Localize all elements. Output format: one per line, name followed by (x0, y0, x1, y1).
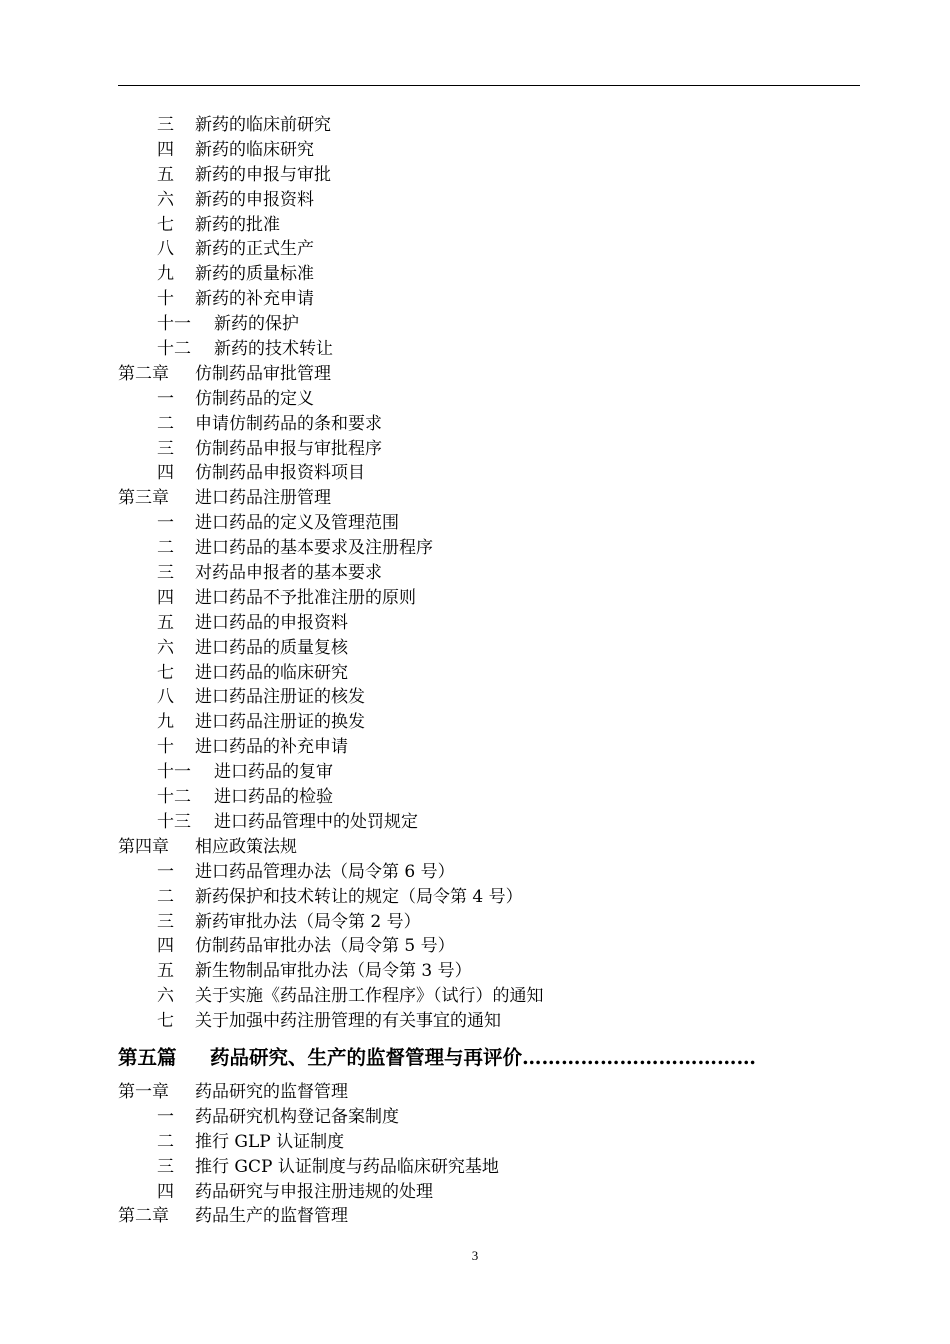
toc-entry-number: 二 (157, 886, 174, 907)
toc-item-entry (0, 237, 950, 262)
toc-item-entry (0, 561, 950, 586)
toc-entry-number: 七 (157, 1011, 174, 1032)
toc-entry-number: 四 (157, 1181, 174, 1202)
toc-entry-number: 一 (157, 861, 174, 882)
toc-entry-number: 二 (157, 1131, 174, 1152)
toc-entry-title: 新药的正式生产 (195, 239, 314, 260)
toc-entry-number: 六 (157, 637, 174, 658)
toc-entry-title: 进口药品的质量复核 (195, 637, 348, 658)
toc-item-entry (0, 213, 950, 238)
toc-chapter-entry (0, 835, 950, 860)
toc-entry-title: 进口药品的基本要求及注册程序 (195, 538, 433, 559)
toc-entry-title: 新生物制品审批办法（局令第 3 号） (195, 961, 472, 982)
toc-entry-title: 新药的质量标准 (195, 264, 314, 285)
toc-item-entry (0, 437, 950, 462)
table-of-contents (0, 113, 950, 1229)
toc-entry-title: 新药审批办法（局令第 2 号） (195, 911, 421, 932)
toc-entry-number: 七 (157, 214, 174, 235)
toc-entry-title: 申请仿制药品的条和要求 (195, 413, 382, 434)
toc-entry-number: 第四章 (118, 836, 169, 857)
toc-entry-title: 新药的补充申请 (195, 289, 314, 310)
toc-item-entry (0, 1180, 950, 1205)
toc-entry-title: 对药品申报者的基本要求 (195, 563, 382, 584)
toc-entry-title: 关于实施《药品注册工作程序》（试行）的通知 (195, 986, 544, 1007)
toc-entry-number: 一 (157, 1106, 174, 1127)
toc-entry-title: 仿制药品审批办法（局令第 5 号） (195, 936, 455, 957)
toc-entry-number: 七 (157, 662, 174, 683)
toc-entry-title: 进口药品的补充申请 (195, 737, 348, 758)
toc-entry-title: 新药的批准 (195, 214, 280, 235)
toc-entry-number: 十 (157, 289, 174, 310)
toc-item-entry (0, 1009, 950, 1034)
toc-entry-title: 新药的申报资料 (195, 189, 314, 210)
toc-entry-number: 十 (157, 737, 174, 758)
toc-item-entry (0, 959, 950, 984)
toc-entry-number: 十一 (157, 762, 191, 783)
toc-entry-number: 十三 (157, 811, 191, 832)
toc-entry-title: 进口药品的申报资料 (195, 612, 348, 633)
toc-item-entry (0, 661, 950, 686)
toc-item-entry (0, 262, 950, 287)
toc-item-entry (0, 113, 950, 138)
toc-entry-title: 新药的申报与审批 (195, 164, 331, 185)
toc-item-entry (0, 188, 950, 213)
toc-item-entry (0, 611, 950, 636)
toc-item-entry (0, 1155, 950, 1180)
toc-entry-title: 进口药品的检验 (214, 787, 333, 808)
toc-entry-number: 十二 (157, 787, 191, 808)
toc-item-entry (0, 984, 950, 1009)
toc-entry-title: 推行 GCP 认证制度与药品临床研究基地 (195, 1156, 499, 1177)
toc-entry-number: 五 (157, 164, 174, 185)
toc-entry-number: 二 (157, 538, 174, 559)
toc-entry-title: 进口药品管理中的处罚规定 (214, 811, 418, 832)
toc-item-entry (0, 636, 950, 661)
toc-chapter-entry (0, 1080, 950, 1105)
toc-entry-number: 一 (157, 513, 174, 534)
toc-entry-title: 药品研究与申报注册违规的处理 (195, 1181, 433, 1202)
toc-entry-title: 新药的保护 (214, 314, 299, 335)
toc-entry-number: 九 (157, 712, 174, 733)
toc-item-entry (0, 810, 950, 835)
toc-entry-number: 四 (157, 463, 174, 484)
toc-entry-number: 四 (157, 139, 174, 160)
toc-entry-number: 三 (157, 911, 174, 932)
toc-entry-title: 仿制药品的定义 (195, 388, 314, 409)
toc-item-entry (0, 511, 950, 536)
toc-item-entry (0, 163, 950, 188)
toc-chapter-entry (0, 1204, 950, 1229)
toc-item-entry (0, 885, 950, 910)
toc-chapter-entry (0, 362, 950, 387)
toc-entry-title: 新药的临床前研究 (195, 115, 331, 135)
toc-entry-number: 十一 (157, 314, 191, 335)
toc-entry-number: 第五篇 (118, 1045, 177, 1069)
toc-entry-number: 八 (157, 687, 174, 708)
header-rule (118, 85, 860, 86)
toc-entry-title: 进口药品注册管理 (195, 488, 331, 509)
toc-item-entry (0, 287, 950, 312)
toc-entry-number: 二 (157, 413, 174, 434)
toc-entry-title: 新药的临床研究 (195, 139, 314, 160)
toc-item-entry (0, 934, 950, 959)
toc-item-entry (0, 735, 950, 760)
toc-entry-title: 仿制药品申报资料项目 (195, 463, 365, 484)
toc-item-entry (0, 312, 950, 337)
toc-item-entry (0, 910, 950, 935)
toc-entry-title: 新药保护和技术转让的规定（局令第 4 号） (195, 886, 523, 907)
toc-entry-title: 进口药品的复审 (214, 762, 333, 783)
toc-entry-number: 六 (157, 189, 174, 210)
toc-entry-title: 药品研究、生产的监督管理与再评价……………………………… (210, 1045, 757, 1069)
toc-entry-number: 十二 (157, 339, 191, 360)
toc-entry-title: 相应政策法规 (195, 836, 297, 857)
toc-item-entry (0, 337, 950, 362)
toc-item-entry (0, 1130, 950, 1155)
toc-entry-title: 进口药品不予批准注册的原则 (195, 587, 416, 608)
toc-entry-title: 进口药品注册证的核发 (195, 687, 365, 708)
toc-entry-number: 五 (157, 612, 174, 633)
toc-entry-number: 第一章 (118, 1081, 169, 1102)
toc-chapter-entry (0, 486, 950, 511)
toc-entry-title: 进口药品的定义及管理范围 (195, 513, 399, 534)
toc-entry-title: 新药的技术转让 (214, 339, 333, 360)
toc-entry-title: 药品研究机构登记备案制度 (195, 1106, 399, 1127)
toc-item-entry (0, 860, 950, 885)
toc-entry-number: 四 (157, 936, 174, 957)
toc-entry-title: 仿制药品审批管理 (195, 363, 331, 384)
toc-entry-number: 五 (157, 961, 174, 982)
toc-entry-title: 进口药品注册证的换发 (195, 712, 365, 733)
toc-entry-number: 第二章 (118, 1206, 169, 1227)
toc-item-entry (0, 138, 950, 163)
toc-item-entry (0, 536, 950, 561)
toc-entry-title: 推行 GLP 认证制度 (195, 1131, 345, 1152)
toc-item-entry (0, 586, 950, 611)
toc-entry-number: 三 (157, 1156, 174, 1177)
toc-entry-number: 三 (157, 563, 174, 584)
toc-entry-number: 九 (157, 264, 174, 285)
toc-part-heading (0, 1043, 950, 1073)
toc-entry-number: 第三章 (118, 488, 169, 509)
toc-entry-number: 三 (157, 115, 174, 135)
toc-item-entry (0, 387, 950, 412)
toc-entry-title: 药品研究的监督管理 (195, 1081, 348, 1102)
toc-entry-number: 一 (157, 388, 174, 409)
toc-entry-title: 关于加强中药注册管理的有关事宜的通知 (195, 1011, 501, 1032)
page-number: 3 (471, 1248, 479, 1263)
toc-entry-number: 第二章 (118, 363, 169, 384)
toc-entry-number: 三 (157, 438, 174, 459)
toc-item-entry (0, 760, 950, 785)
toc-entry-title: 进口药品的临床研究 (195, 662, 348, 683)
toc-entry-number: 四 (157, 587, 174, 608)
toc-item-entry (0, 1105, 950, 1130)
toc-entry-title: 进口药品管理办法（局令第 6 号） (195, 861, 455, 882)
toc-entry-number: 六 (157, 986, 174, 1007)
toc-entry-number: 八 (157, 239, 174, 260)
toc-item-entry (0, 461, 950, 486)
toc-entry-title: 仿制药品申报与审批程序 (195, 438, 382, 459)
toc-item-entry (0, 412, 950, 437)
toc-item-entry (0, 710, 950, 735)
toc-item-entry (0, 685, 950, 710)
toc-entry-title: 药品生产的监督管理 (195, 1206, 348, 1227)
toc-item-entry (0, 785, 950, 810)
